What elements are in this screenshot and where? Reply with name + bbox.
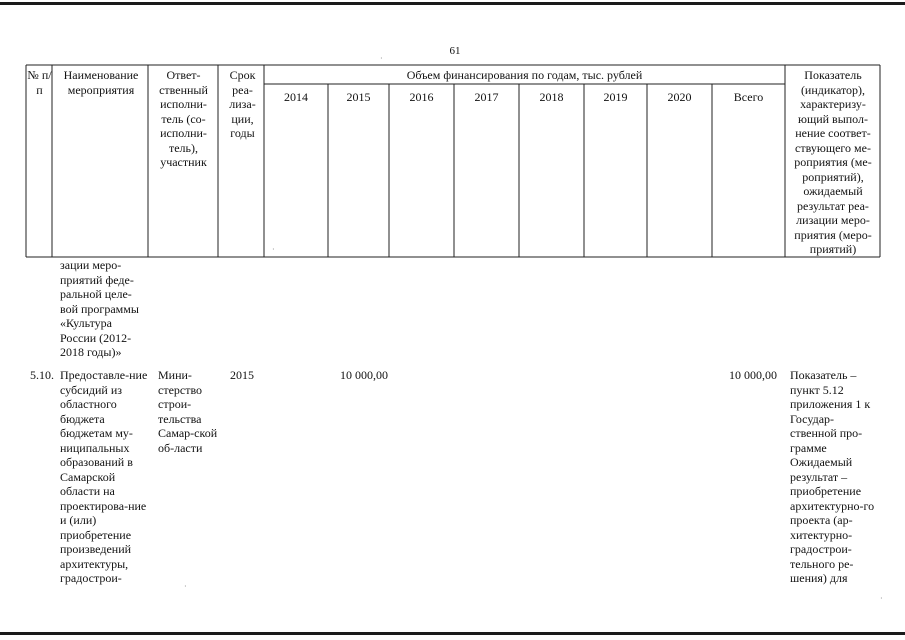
scan-speck: · bbox=[380, 54, 383, 63]
year-2020: 2020 bbox=[667, 90, 692, 104]
year-2015: 2015 bbox=[346, 90, 371, 104]
bottom-border bbox=[0, 632, 905, 635]
row-5-10-value-2015: 10 000,00 bbox=[340, 368, 388, 382]
year-2016: 2016 bbox=[409, 90, 434, 104]
page-number: 61 bbox=[449, 45, 461, 57]
row-5-10-num: 5.10. bbox=[30, 368, 54, 382]
row-5-10-indicator: Показатель – пункт 5.12 приложения 1 к Государ-ственной про-грамме Ожидаемый результат – приобретение архитектурно-го проекта (ар-хитектурно-градострои-тельного ре-шения) для bbox=[790, 368, 875, 585]
scan-speck: · bbox=[272, 245, 275, 254]
scan-speck: · bbox=[184, 582, 187, 591]
header-indicator: Показатель (индикатор), характеризу-ющий выпол-нение соответ-ствующего ме-роприятия (ме-роприятий), ожидаемый результат реа-лизации меро-приятия (меро-приятий) bbox=[794, 68, 872, 256]
row-5-10-responsible: Мини-стерство строи-тельства Самар-ской об-ласти bbox=[158, 368, 218, 455]
header-term: Срок реа-лиза-ции, годы bbox=[229, 68, 256, 140]
header-responsible: Ответ-ственный исполни-тель (со-исполни-тель), участник bbox=[159, 68, 208, 169]
header-financing: Объем финансирования по годам, тыс. рублей bbox=[406, 68, 643, 82]
scan-speck: · bbox=[880, 594, 883, 603]
header-num: № п/п bbox=[27, 68, 52, 97]
year-total: Всего bbox=[733, 90, 764, 104]
year-2019: 2019 bbox=[603, 90, 628, 104]
row-5-10-name: Предоставле-ние субсидий из областного бюджета бюджетам му-ниципальных образований в Самарской области на проектирова-ние и (или) приобретение произведений архитектуры, градострои- bbox=[60, 368, 148, 585]
row-5-10-term: 2015 bbox=[230, 368, 254, 382]
year-2014: 2014 bbox=[284, 90, 308, 104]
continuation-name: зации меро-приятий феде-ральной целе-вой программы «Культура России (2012-2018 годы)» bbox=[60, 258, 139, 359]
year-2017: 2017 bbox=[474, 90, 499, 104]
row-5-10-total: 10 000,00 bbox=[729, 368, 777, 382]
header-name: Наименование мероприятия bbox=[63, 68, 139, 97]
year-2018: 2018 bbox=[539, 90, 564, 104]
